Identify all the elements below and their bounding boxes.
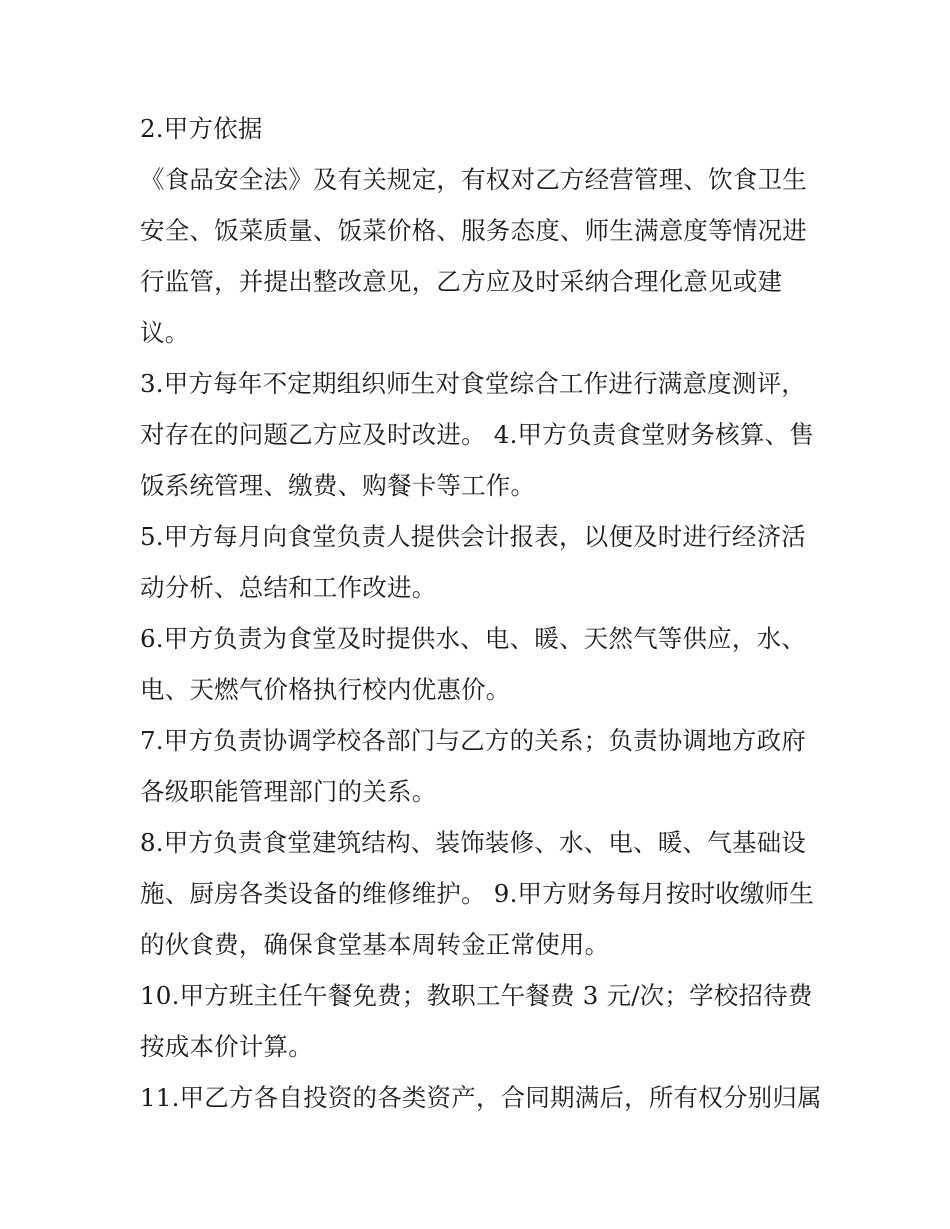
text-line: 议。 — [140, 318, 190, 347]
text-line: 7.甲方负责协调学校各部门与乙方的关系；负责协调地方政府 — [140, 726, 806, 755]
text-line: 动分析、总结和工作改进。 — [140, 573, 437, 602]
text-line: 8.甲方负责食堂建筑结构、装饰装修、水、电、暖、气基础设 — [140, 828, 806, 857]
text-line: 10.甲方班主任午餐免费；教职工午餐费 3 元/次；学校招待费 — [140, 981, 813, 1010]
text-line: 行监管，并提出整改意见，乙方应及时采纳合理化意见或建 — [140, 267, 783, 296]
text-line: 2.甲方依据 — [140, 114, 263, 143]
text-line: 11.甲乙方各自投资的各类资产，合同期满后，所有权分别归属 — [140, 1083, 822, 1112]
text-line: 施、厨房各类设备的维修维护。 9.甲方财务每月按时收缴师生 — [140, 879, 814, 908]
text-line: 3.甲方每年不定期组织师生对食堂综合工作进行满意度测评， — [140, 369, 806, 398]
text-line: 的伙食费，确保食堂基本周转金正常使用。 — [140, 930, 610, 959]
text-line: 各级职能管理部门的关系。 — [140, 777, 437, 806]
text-line: 电、天燃气价格执行校内优惠价。 — [140, 675, 511, 704]
text-line: 5.甲方每月向食堂负责人提供会计报表，以便及时进行经济活 — [140, 522, 806, 551]
text-line: 对存在的问题乙方应及时改进。 4.甲方负责食堂财务核算、售 — [140, 420, 814, 449]
document-body — [140, 103, 820, 1123]
text-line: 安全、饭菜质量、饭菜价格、服务态度、师生满意度等情况进 — [140, 216, 807, 245]
text-line: 6.甲方负责为食堂及时提供水、电、暖、天然气等供应，水、 — [140, 624, 806, 653]
text-line: 《食品安全法》及有关规定，有权对乙方经营管理、饮食卫生 — [140, 165, 807, 194]
text-line: 饭系统管理、缴费、购餐卡等工作。 — [140, 471, 536, 500]
text-line: 按成本价计算。 — [140, 1032, 313, 1061]
